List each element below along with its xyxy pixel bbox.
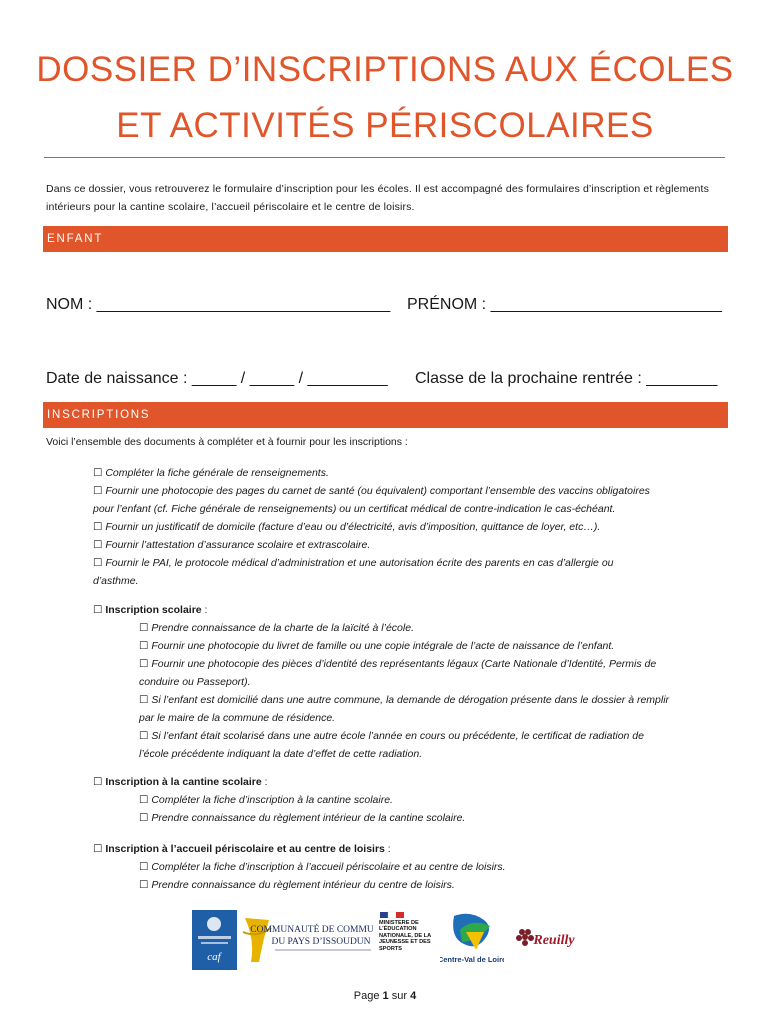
footer-prefix: Page xyxy=(353,990,383,1002)
nom-field[interactable]: NOM : _________________________________ xyxy=(46,296,391,313)
accueil-heading[interactable] xyxy=(93,840,391,858)
intro-paragraph: Dans ce dossier, vous retrouverez le formulaire d’inscription pour les écoles. Il est accompagné des formulaires d’inscription et règlements intérieurs pour la cantine scolaire, l’accueil périscolaire et le centre de loisirs. xyxy=(46,183,709,213)
ministere-logo-text: MINISTÈRE DE L’ÉDUCATION NATIONALE, DE LA JEUNESSE ET DES SPORTS xyxy=(379,920,431,952)
heading-colon: : xyxy=(384,843,391,855)
heading-colon: : xyxy=(201,604,208,616)
inscriptions-lead: Voici l’ensemble des documents à compléter et à fournir pour les inscriptions : xyxy=(46,436,408,448)
title-divider xyxy=(44,157,725,158)
cantine-heading-label: Inscription à la cantine scolaire xyxy=(105,776,262,788)
accueil-heading-label: Inscription à l’accueil périscolaire et au centre de loisirs xyxy=(105,843,385,855)
checkbox[interactable]: ☐ xyxy=(93,604,103,616)
checklist-item-cont: pour l’enfant (cf. Fiche générale de renseignements) ou un certificat médical de contre-indication le cas-échéant. xyxy=(93,503,616,515)
accueil-checklist xyxy=(139,858,506,894)
checklist-item[interactable]: ☐ Fournir un justificatif de domicile (facture d’eau ou d’électricité, avis d’imposition, quittance de loyer, etc…). xyxy=(93,521,601,533)
checklist-item[interactable]: ☐ Fournir une photocopie des pages du carnet de santé (ou équivalent) comportant l’ensemble des vaccins obligatoires xyxy=(93,485,650,497)
section-header-inscriptions: INSCRIPTIONS xyxy=(43,402,728,428)
footer-total-pages: 4 xyxy=(410,990,417,1002)
scolaire-heading[interactable] xyxy=(93,601,207,619)
checklist-item-cont: l’école précédente indiquant la date d’effet de cette radiation. xyxy=(139,748,423,760)
heading-colon: : xyxy=(261,776,268,788)
general-checklist xyxy=(93,464,650,590)
checklist-item[interactable]: ☐ Prendre connaissance du règlement intérieur de la cantine scolaire. xyxy=(139,812,466,824)
checklist-item-cont: par le maire de la commune de résidence. xyxy=(139,712,336,724)
checklist-item-cont: conduire ou Passeport). xyxy=(139,676,251,688)
checklist-item[interactable]: ☐ Fournir une photocopie du livret de famille ou une copie intégrale de l’acte de naissance de l’enfant. xyxy=(139,640,615,652)
footer-middle: sur xyxy=(388,990,411,1002)
scolaire-checklist xyxy=(139,619,669,763)
page-footer xyxy=(0,990,770,1002)
checklist-item[interactable]: ☐ Fournir une photocopie des pièces d’identité des représentants légaux (Carte Nationale d’Identité, Permis de xyxy=(139,658,657,670)
checklist-item[interactable]: ☐ Fournir le PAI, le protocole médical d’administration et une autorisation écrite des parents en cas d’allergie ou xyxy=(93,557,614,569)
page-title-line-2: ET ACTIVITÉS PÉRISCOLAIRES xyxy=(116,106,654,145)
date-naissance-field[interactable]: Date de naissance : _____ / _____ / _________ xyxy=(46,370,388,387)
region-logo xyxy=(440,910,504,970)
scolaire-heading-label: Inscription scolaire xyxy=(105,604,202,616)
ccpi-logo-text-2: DU PAYS D’ISSOUDUN xyxy=(271,937,371,947)
checklist-item[interactable]: ☐ Compléter la fiche d’inscription à la cantine scolaire. xyxy=(139,794,393,806)
cantine-checklist xyxy=(139,791,465,827)
ministere-logo xyxy=(378,910,434,970)
checklist-item[interactable]: ☐ Compléter la fiche d’inscription à l’accueil périscolaire et au centre de loisirs. xyxy=(139,861,506,873)
section-header-enfant: ENFANT xyxy=(43,226,728,252)
checklist-item[interactable]: ☐ Prendre connaissance de la charte de la laïcité à l’école. xyxy=(139,622,414,634)
prenom-field[interactable]: PRÉNOM : __________________________ xyxy=(407,296,722,313)
ccpi-logo-text-1: COMMUNAUTÉ DE COMMU xyxy=(250,925,373,935)
classe-field[interactable]: Classe de la prochaine rentrée : ________ xyxy=(415,370,718,387)
caf-logo-text: caf xyxy=(207,951,221,963)
caf-logo xyxy=(192,910,237,970)
checklist-item[interactable]: ☐ Prendre connaissance du règlement intérieur du centre de loisirs. xyxy=(139,879,455,891)
reuilly-logo xyxy=(512,910,578,970)
cantine-heading[interactable] xyxy=(93,773,268,791)
ccpi-logo xyxy=(241,910,373,970)
footer-current-page: 1 xyxy=(382,990,389,1002)
checklist-item[interactable]: ☐ Compléter la fiche générale de renseignements. xyxy=(93,467,329,479)
checklist-item[interactable]: ☐ Si l’enfant était scolarisé dans une autre école l’année en cours ou précédente, le certificat de radiation de xyxy=(139,730,644,742)
checklist-item[interactable]: ☐ Si l’enfant est domicilié dans une autre commune, la demande de dérogation présente dans le dossier à remplir xyxy=(139,694,670,706)
checklist-item[interactable]: ☐ Fournir l’attestation d’assurance scolaire et extrascolaire. xyxy=(93,539,371,551)
checkbox[interactable]: ☐ xyxy=(93,843,103,855)
checkbox[interactable]: ☐ xyxy=(93,776,103,788)
reuilly-logo-text: Reuilly xyxy=(533,933,575,948)
checklist-item-cont: d’asthme. xyxy=(93,575,139,587)
region-logo-text: Centre-Val de Loire xyxy=(440,955,504,964)
page-title-line-1: DOSSIER D’INSCRIPTIONS AUX ÉCOLES xyxy=(36,50,734,89)
